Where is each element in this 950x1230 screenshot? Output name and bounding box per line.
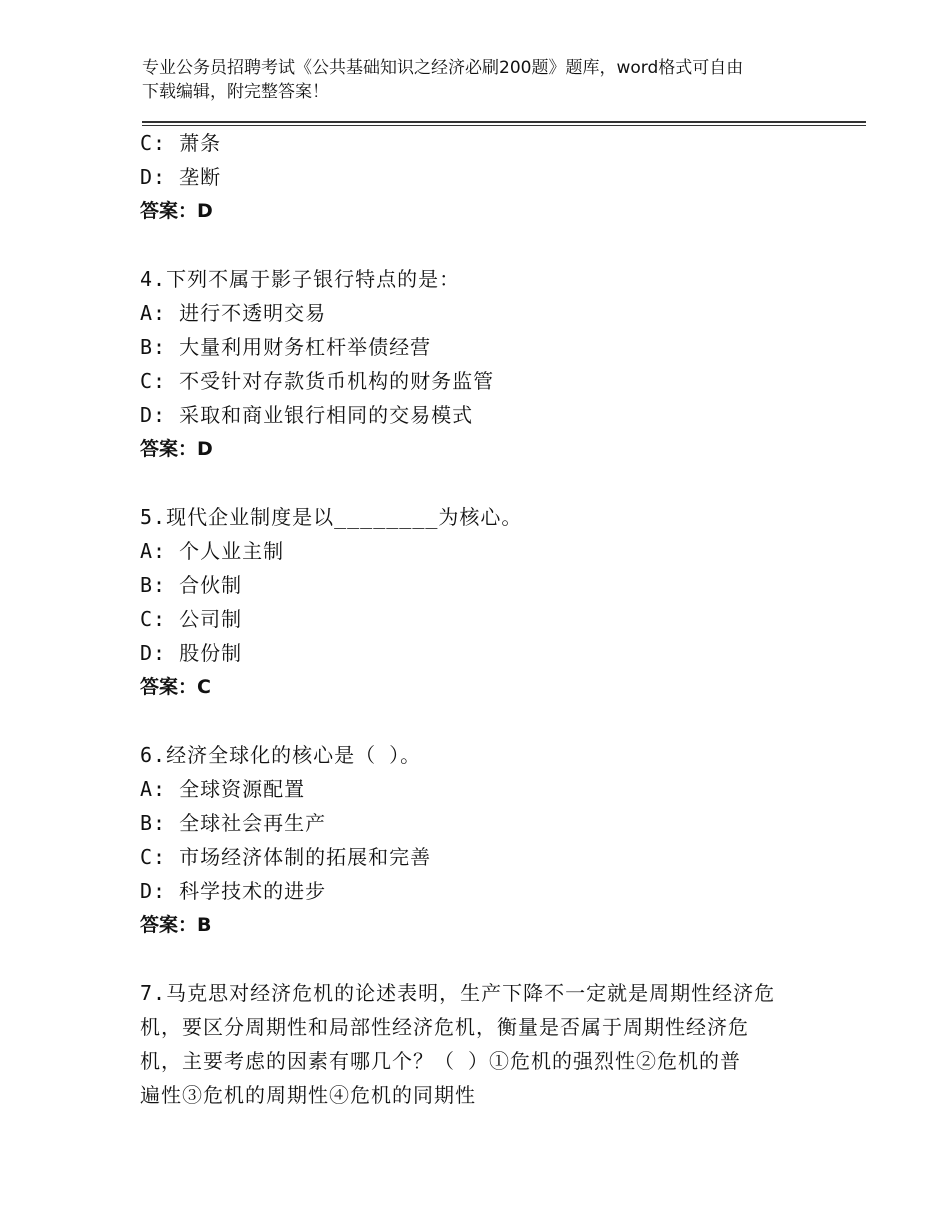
- question-3-tail: [140, 126, 820, 228]
- question-7: [140, 976, 820, 1112]
- spacer: [140, 942, 820, 976]
- option-b: B: 全球社会再生产: [140, 811, 327, 835]
- answer: 答案：D: [140, 200, 213, 222]
- spacer: [140, 228, 820, 262]
- question-stem: 6.经济全球化的核心是（ ）。: [140, 743, 422, 767]
- answer: 答案：B: [140, 914, 212, 936]
- question-stem-line-4: 遍性③危机的周期性④危机的同期性: [140, 1083, 476, 1107]
- option-b: B: 合伙制: [140, 573, 243, 597]
- option-d: D: 股份制: [140, 641, 243, 665]
- question-4: [140, 262, 820, 466]
- question-stem-line-2: 机，要区分周期性和局部性经济危机，衡量是否属于周期性经济危: [140, 1015, 749, 1039]
- option-c: C: 萧条: [140, 131, 222, 155]
- header-line-2: 下载编辑，附完整答案！: [142, 82, 329, 102]
- question-list: [140, 126, 820, 1112]
- question-stem: 4.下列不属于影子银行特点的是：: [140, 267, 461, 291]
- header-line-1: 专业公务员招聘考试《公共基础知识之经济必刷200题》题库，word格式可自由: [142, 58, 744, 78]
- option-d: D: 垄断: [140, 165, 222, 189]
- page-header: [142, 56, 822, 104]
- question-stem: 5.现代企业制度是以________为核心。: [140, 505, 523, 529]
- option-a: A: 全球资源配置: [140, 777, 306, 801]
- option-a: A: 个人业主制: [140, 539, 285, 563]
- question-6: [140, 738, 820, 942]
- option-d: D: 科学技术的进步: [140, 879, 327, 903]
- question-stem-line-3: 机，主要考虑的因素有哪几个？（ ）①危机的强烈性②危机的普: [140, 1049, 742, 1073]
- option-d: D: 采取和商业银行相同的交易模式: [140, 403, 474, 427]
- option-c: C: 市场经济体制的拓展和完善: [140, 845, 432, 869]
- spacer: [140, 466, 820, 500]
- question-stem-line-1: 7.马克思对经济危机的论述表明，生产下降不一定就是周期性经济危: [140, 981, 776, 1005]
- option-a: A: 进行不透明交易: [140, 301, 327, 325]
- spacer: [140, 704, 820, 738]
- option-c: C: 公司制: [140, 607, 243, 631]
- answer: 答案：D: [140, 438, 213, 460]
- header-divider-thick: [142, 121, 866, 123]
- question-5: [140, 500, 820, 704]
- answer: 答案：C: [140, 676, 211, 698]
- option-b: B: 大量利用财务杠杆举债经营: [140, 335, 432, 359]
- option-c: C: 不受针对存款货币机构的财务监管: [140, 369, 495, 393]
